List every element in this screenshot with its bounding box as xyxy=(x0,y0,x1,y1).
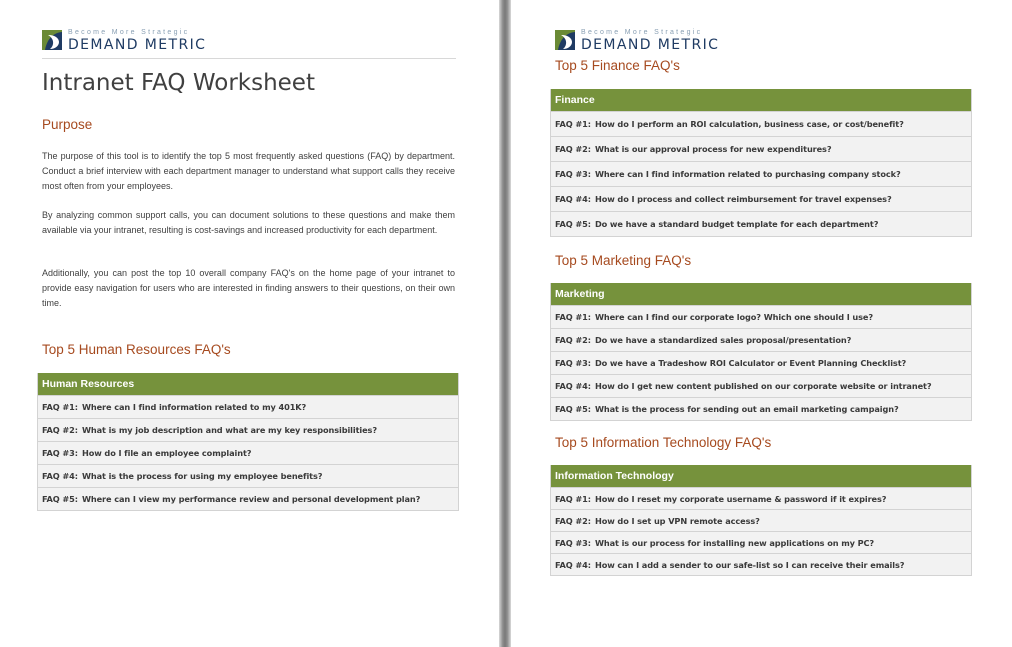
faq-label: FAQ #2: xyxy=(555,144,591,154)
table-row xyxy=(38,464,458,487)
table-row xyxy=(551,397,971,420)
demand-metric-logo xyxy=(42,30,242,54)
faq-question: Where can I find our corporate logo? Which one should I use? xyxy=(594,312,874,322)
hr-faq-table xyxy=(37,373,459,511)
document-page-left xyxy=(0,0,499,647)
logo-tagline: Become More Strategic xyxy=(68,29,190,36)
hr-faq-heading: Top 5 Human Resources FAQ's xyxy=(42,342,231,357)
faq-question: How do I file an employee complaint? xyxy=(81,448,252,458)
document-title: Intranet FAQ Worksheet xyxy=(42,70,315,96)
faq-question: How do I reset my corporate username & password if it expires? xyxy=(594,494,887,504)
table-row xyxy=(551,553,971,575)
faq-question: Do we have a standardized sales proposal/presentation? xyxy=(594,335,852,345)
marketing-faq-table xyxy=(550,283,972,421)
faq-label: FAQ #3: xyxy=(555,538,591,548)
faq-label: FAQ #4: xyxy=(42,471,78,481)
faq-label: FAQ #2: xyxy=(555,516,591,526)
faq-question: How do I perform an ROI calculation, business case, or cost/benefit? xyxy=(594,119,904,129)
purpose-heading: Purpose xyxy=(42,117,93,132)
it-faq-heading: Top 5 Information Technology FAQ's xyxy=(555,435,772,450)
faq-question: What is our approval process for new expenditures? xyxy=(594,144,832,154)
purpose-paragraph-2: By analyzing common support calls, you can document solutions to these questions and make them available via your intranet, resulting is cost-savings and increased productivity for each department. xyxy=(42,210,455,235)
faq-label: FAQ #2: xyxy=(42,425,78,435)
finance-table-header: Finance xyxy=(551,89,971,111)
table-row xyxy=(551,328,971,351)
it-faq-table xyxy=(550,465,972,576)
purpose-paragraph-1: The purpose of this tool is to identify the top 5 most frequently asked questions (FAQ) by department. Conduct a brief interview with each department manager to understand what support calls they receive most often from your employees. xyxy=(42,151,455,191)
faq-label: FAQ #4: xyxy=(555,381,591,391)
finance-faq-heading: Top 5 Finance FAQ's xyxy=(555,58,680,73)
logo-name: DEMAND METRIC xyxy=(68,37,207,53)
faq-label: FAQ #1: xyxy=(555,312,591,322)
faq-question: What is my job description and what are my key responsibilities? xyxy=(81,425,377,435)
faq-label: FAQ #1: xyxy=(555,494,591,504)
faq-label: FAQ #3: xyxy=(555,358,591,368)
hr-table-header: Human Resources xyxy=(38,373,458,395)
faq-question: What is our process for installing new applications on my PC? xyxy=(594,538,875,548)
faq-label: FAQ #1: xyxy=(555,119,591,129)
faq-question: Where can I find information related to my 401K? xyxy=(81,402,307,412)
table-row xyxy=(38,418,458,441)
faq-label: FAQ #5: xyxy=(555,219,591,229)
document-page-right xyxy=(511,0,1012,647)
faq-label: FAQ #5: xyxy=(555,404,591,414)
demand-metric-logo-icon xyxy=(555,30,575,50)
marketing-faq-heading: Top 5 Marketing FAQ's xyxy=(555,253,692,268)
faq-label: FAQ #3: xyxy=(42,448,78,458)
faq-label: FAQ #4: xyxy=(555,560,591,570)
faq-label: FAQ #4: xyxy=(555,194,591,204)
purpose-paragraph-3: Additionally, you can post the top 10 overall company FAQ's on the home page of your intranet to provide easy navigation for users who are interested in finding answers to their questions, on their own time. xyxy=(42,268,455,308)
table-row xyxy=(551,351,971,374)
faq-question: What is the process for sending out an email marketing campaign? xyxy=(594,404,899,414)
faq-question: Do we have a standard budget template for each department? xyxy=(594,219,879,229)
table-row xyxy=(551,305,971,328)
header-divider xyxy=(42,58,456,59)
faq-question: How do I process and collect reimbursement for travel expenses? xyxy=(594,194,892,204)
table-row xyxy=(551,111,971,136)
table-row xyxy=(551,136,971,161)
table-row xyxy=(551,374,971,397)
table-row xyxy=(38,487,458,510)
demand-metric-logo-icon xyxy=(42,30,62,50)
table-row xyxy=(551,487,971,509)
table-row xyxy=(38,395,458,418)
faq-question: How can I add a sender to our safe-list so I can receive their emails? xyxy=(594,560,905,570)
table-row xyxy=(551,186,971,211)
table-row xyxy=(551,531,971,553)
faq-label: FAQ #5: xyxy=(42,494,78,504)
faq-label: FAQ #1: xyxy=(42,402,78,412)
demand-metric-logo xyxy=(555,30,755,54)
faq-question: Where can I view my performance review and personal development plan? xyxy=(81,494,421,504)
finance-faq-table xyxy=(550,89,972,237)
faq-question: How do I set up VPN remote access? xyxy=(594,516,760,526)
table-row xyxy=(551,161,971,186)
faq-question: What is the process for using my employee benefits? xyxy=(81,471,323,481)
faq-label: FAQ #2: xyxy=(555,335,591,345)
page-gutter xyxy=(499,0,511,647)
marketing-table-header: Marketing xyxy=(551,283,971,305)
faq-question: Do we have a Tradeshow ROI Calculator or Event Planning Checklist? xyxy=(594,358,907,368)
logo-tagline: Become More Strategic xyxy=(581,29,703,36)
faq-question: How do I get new content published on our corporate website or intranet? xyxy=(594,381,932,391)
logo-name: DEMAND METRIC xyxy=(581,37,720,53)
faq-label: FAQ #3: xyxy=(555,169,591,179)
table-row xyxy=(38,441,458,464)
faq-question: Where can I find information related to purchasing company stock? xyxy=(594,169,901,179)
table-row xyxy=(551,509,971,531)
table-row xyxy=(551,211,971,236)
it-table-header: Information Technology xyxy=(551,465,971,487)
